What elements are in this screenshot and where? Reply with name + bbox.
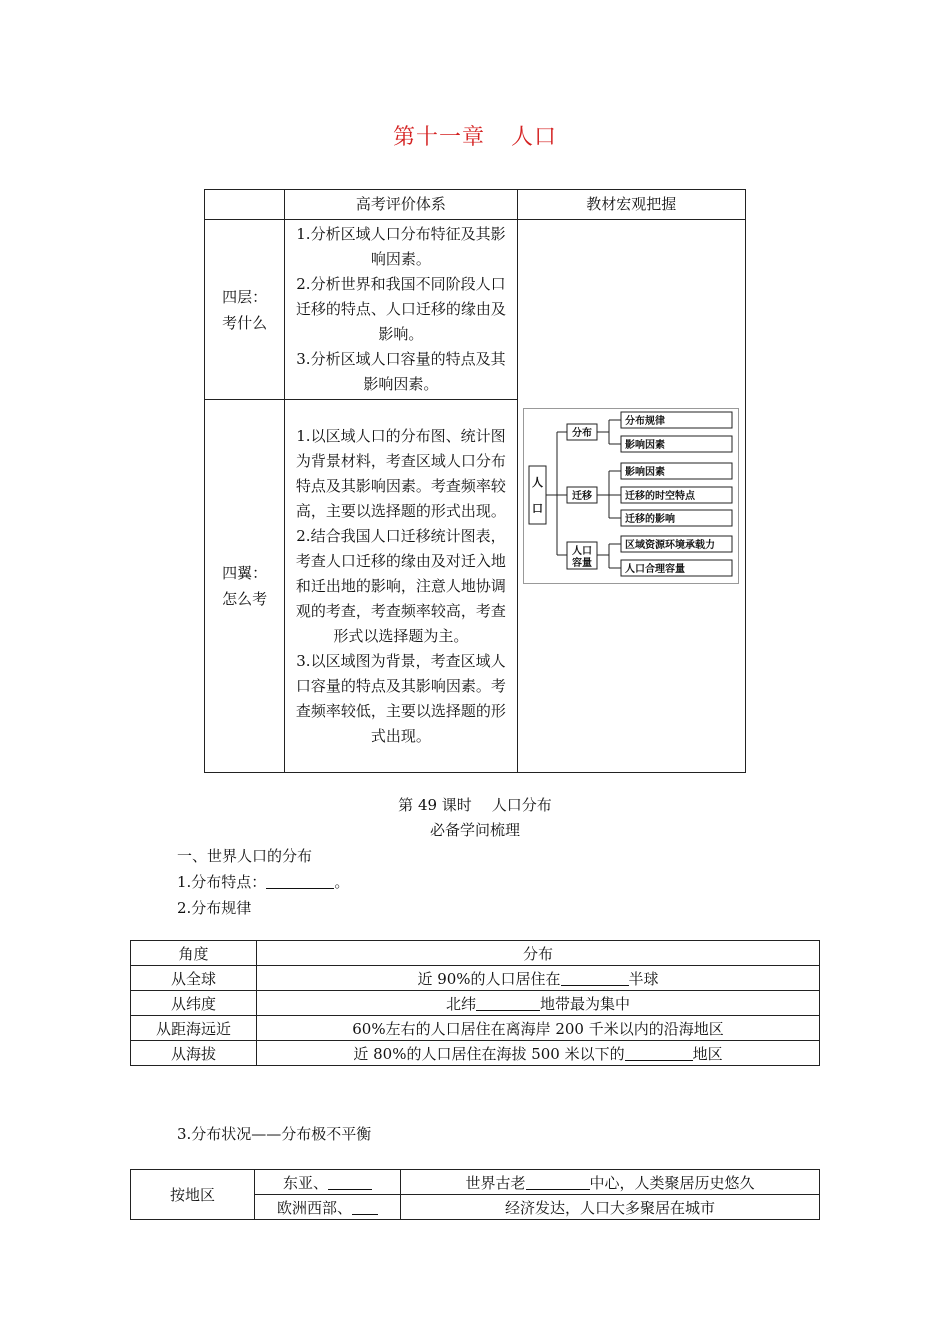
table-row [131,966,820,991]
chapter-name: 人口 [511,125,558,150]
region-group-label: 按地区 [131,1170,255,1220]
region-cell: 东亚、 [255,1170,401,1195]
distribution-rules-table [130,940,820,1066]
mindmap-leaf-label: 人口合理容量 [625,564,686,575]
mindmap-branch-capacity-label-1: 人口 [572,546,593,557]
chapter-number: 第十一章 [392,125,485,150]
section-heading: 一、世界人口的分布 [177,847,313,865]
mindmap-cell [517,220,745,773]
row-label-four-wings: 四翼： 怎么考 [205,400,285,773]
regional-distribution-table [130,1169,820,1220]
lesson-title: 第 49 课时 人口分布 [398,796,552,814]
distribution-cell: 近 90%的人口居住在 半球 [257,966,820,991]
answer-blank[interactable] [625,1046,693,1061]
distribution-cell: 北纬 地带最为集中 [257,991,820,1016]
mindmap-leaf-label: 分布规律 [625,416,666,427]
exam-overview-table [204,189,746,773]
table-row [131,1170,820,1195]
answer-blank[interactable] [526,1175,590,1190]
row-content-four-layers: 1.分析区域人口分布特征及其影响因素。 2.分析世界和我国不同阶段人口迁移的特点、人口迁移的缘由及影响。 3.分析区域人口容量的特点及其影响因素。 [285,220,517,400]
mindmap-branch-capacity-label-2: 容量 [572,558,593,569]
table-row [131,1041,820,1066]
distribution-status-heading: 3.分布状况——分布极不平衡 [177,1125,372,1143]
answer-blank[interactable] [266,874,334,889]
distribution-feature-line: 1.分布特点： 。 [177,873,350,891]
answer-blank[interactable] [352,1200,378,1215]
angle-cell: 从距海远近 [131,1016,257,1041]
mindmap-branch-migration-label: 迁移 [572,491,593,502]
table-row [205,220,746,400]
mindmap-branch-distribution-label: 分布 [572,428,593,439]
lesson-subtitle: 必备学问梳理 [429,821,520,839]
answer-blank[interactable] [328,1175,372,1190]
mindmap-leaf-label: 影响因素 [625,440,666,451]
row-label-four-layers: 四层： 考什么 [205,220,285,400]
angle-cell: 从纬度 [131,991,257,1016]
mindmap-root-char-1: 人 [532,476,544,489]
table-row [131,991,820,1016]
angle-cell: 从海拔 [131,1041,257,1066]
row-content-four-wings: 1.以区域人口的分布图、统计图为背景材料，考查区域人口分布特点及其影响因素。考查频率较高，主要以选择题的形式出现。 2.结合我国人口迁移统计图表，考查人口迁移的缘由及对迁入地和迁出地的影响，注意人地协调观的考查，考查频率较高，考查形式以选择题为主。 3.以区域图为背景，考查区域人口容量的特点及其影响因素。考查频率较低，主要以选择题的形式出现。 [285,400,517,773]
chapter-title [0,120,950,151]
header-textbook: 教材宏观把握 [517,190,745,220]
population-mind-map [523,408,739,584]
answer-blank[interactable] [476,996,540,1011]
region-description-cell: 经济发达，人口大多聚居在城市 [401,1195,820,1220]
header-distribution: 分布 [257,941,820,966]
mindmap-leaf-label: 迁移的时空特点 [625,491,696,502]
header-angle: 角度 [131,941,257,966]
mindmap-leaf-label: 迁移的影响 [625,514,676,525]
header-empty-cell [205,190,285,220]
angle-cell: 从全球 [131,966,257,991]
table-row [131,1016,820,1041]
distribution-rules-heading: 2.分布规律 [177,899,252,917]
mindmap-leaf-label: 区域资源环境承载力 [625,540,716,551]
mindmap-leaf-label: 影响因素 [625,467,666,478]
region-cell: 欧洲西部、 [255,1195,401,1220]
table-header-row [131,941,820,966]
distribution-cell: 60%左右的人口居住在离海岸 200 千米以内的沿海地区 [257,1016,820,1041]
mindmap-root-char-2: 口 [532,502,544,515]
table-header-row [205,190,746,220]
answer-blank[interactable] [561,971,629,986]
distribution-cell: 近 80%的人口居住在海拔 500 米以下的 地区 [257,1041,820,1066]
header-evaluation: 高考评价体系 [285,190,517,220]
region-description-cell: 世界古老 中心，人类聚居历史悠久 [401,1170,820,1195]
mindmap-root-box [529,466,546,524]
